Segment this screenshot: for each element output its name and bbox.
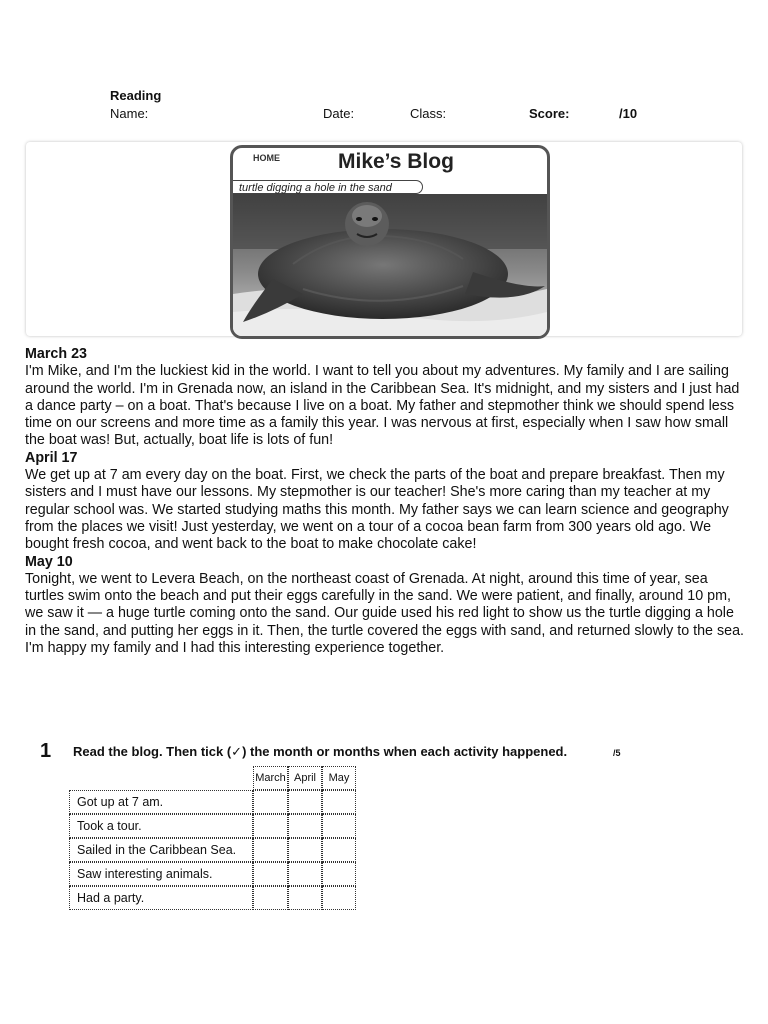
tick-cell-may[interactable] bbox=[322, 862, 356, 886]
question-marks: /5 bbox=[613, 748, 621, 758]
tick-cell-may[interactable] bbox=[322, 790, 356, 814]
tick-table bbox=[69, 766, 356, 910]
entry-text-march: I'm Mike, and I'm the luckiest kid in the world. I want to tell you about my adventures. My family and I are sailing around the world. I'm in Grenada now, an island in the Caribbean Sea. It's midnight, and my sisters and I just had a dance party – on a boat. That's because I live on a boat. My father and stepmother think we should spend less time on our screens and more time as a family this year. I was nervous at first, especially when I saw how small the boat was! But, actually, boat life is lots of fun! bbox=[25, 363, 740, 449]
class-label: Class: bbox=[410, 106, 447, 121]
date-label: Date: bbox=[323, 106, 355, 121]
activity-label: Saw interesting animals. bbox=[69, 862, 253, 886]
table-header-row bbox=[69, 766, 356, 790]
tick-cell-march[interactable] bbox=[253, 886, 288, 910]
tick-cell-march[interactable] bbox=[253, 790, 288, 814]
tick-cell-may[interactable] bbox=[322, 886, 356, 910]
entry-date-may: May 10 bbox=[25, 553, 73, 570]
table-row bbox=[69, 838, 356, 862]
blog-text bbox=[25, 346, 745, 657]
question-number: 1 bbox=[40, 740, 52, 762]
table-row bbox=[69, 886, 356, 910]
tick-cell-april[interactable] bbox=[288, 790, 322, 814]
name-label: Name: bbox=[110, 106, 149, 121]
table-corner bbox=[69, 766, 253, 790]
activity-label: Had a party. bbox=[69, 886, 253, 910]
blog-screenshot bbox=[230, 145, 550, 339]
activity-label: Got up at 7 am. bbox=[69, 790, 253, 814]
column-header-march: March bbox=[253, 766, 288, 790]
entry-date-march: March 23 bbox=[25, 346, 87, 362]
entry-date-april: April 17 bbox=[25, 449, 78, 466]
blog-title: Mike’s Blog bbox=[338, 150, 454, 173]
question-instruction: Read the blog. Then tick (✓) the month or months when each activity happened. bbox=[73, 744, 568, 759]
table-row bbox=[69, 790, 356, 814]
column-header-april: April bbox=[288, 766, 322, 790]
activity-label: Sailed in the Caribbean Sea. bbox=[69, 838, 253, 862]
turtle-photo bbox=[233, 194, 547, 336]
worksheet-title: Reading bbox=[110, 88, 162, 103]
score-total: /10 bbox=[619, 106, 638, 121]
blog-home-label: HOME bbox=[253, 153, 280, 163]
tick-cell-april[interactable] bbox=[288, 886, 322, 910]
photo-caption: turtle digging a hole in the sand bbox=[233, 180, 423, 194]
entry-text-april: We get up at 7 am every day on the boat. First, we check the parts of the boat and prepare breakfast. Then my sisters and I must have our lessons. My stepmother is our teacher! She's more caring than my teacher at my regular school was. We started studying maths this month. My father says we can learn science and geography from the places we visit! Just yesterday, we went on a tour of a cocoa bean farm from 300 years old ago. We bought fresh cocoa, and went back to the boat to make chocolate cake! bbox=[25, 467, 729, 553]
table-row bbox=[69, 862, 356, 886]
activity-label: Took a tour. bbox=[69, 814, 253, 838]
tick-cell-march[interactable] bbox=[253, 814, 288, 838]
table-row bbox=[69, 814, 356, 838]
column-header-may: May bbox=[322, 766, 356, 790]
score-label: Score: bbox=[529, 106, 570, 121]
tick-cell-april[interactable] bbox=[288, 814, 322, 838]
tick-cell-april[interactable] bbox=[288, 862, 322, 886]
tick-cell-march[interactable] bbox=[253, 862, 288, 886]
tick-cell-may[interactable] bbox=[322, 838, 356, 862]
tick-cell-april[interactable] bbox=[288, 838, 322, 862]
tick-cell-may[interactable] bbox=[322, 814, 356, 838]
entry-text-may: Tonight, we went to Levera Beach, on the northeast coast of Grenada. At night, around this time of year, sea turtles swim onto the beach and put their eggs carefully in the sand. We were patient, and finally, around 10 pm, we saw it — a huge turtle coming onto the sand. Our guide used his red light to show us the turtle digging a hole in the sand, and putting her eggs in it. Then, the turtle covered the eggs with sand, and returned slowly to the sea. I'm happy my family and I had this interesting experience together. bbox=[25, 570, 745, 657]
tick-cell-march[interactable] bbox=[253, 838, 288, 862]
